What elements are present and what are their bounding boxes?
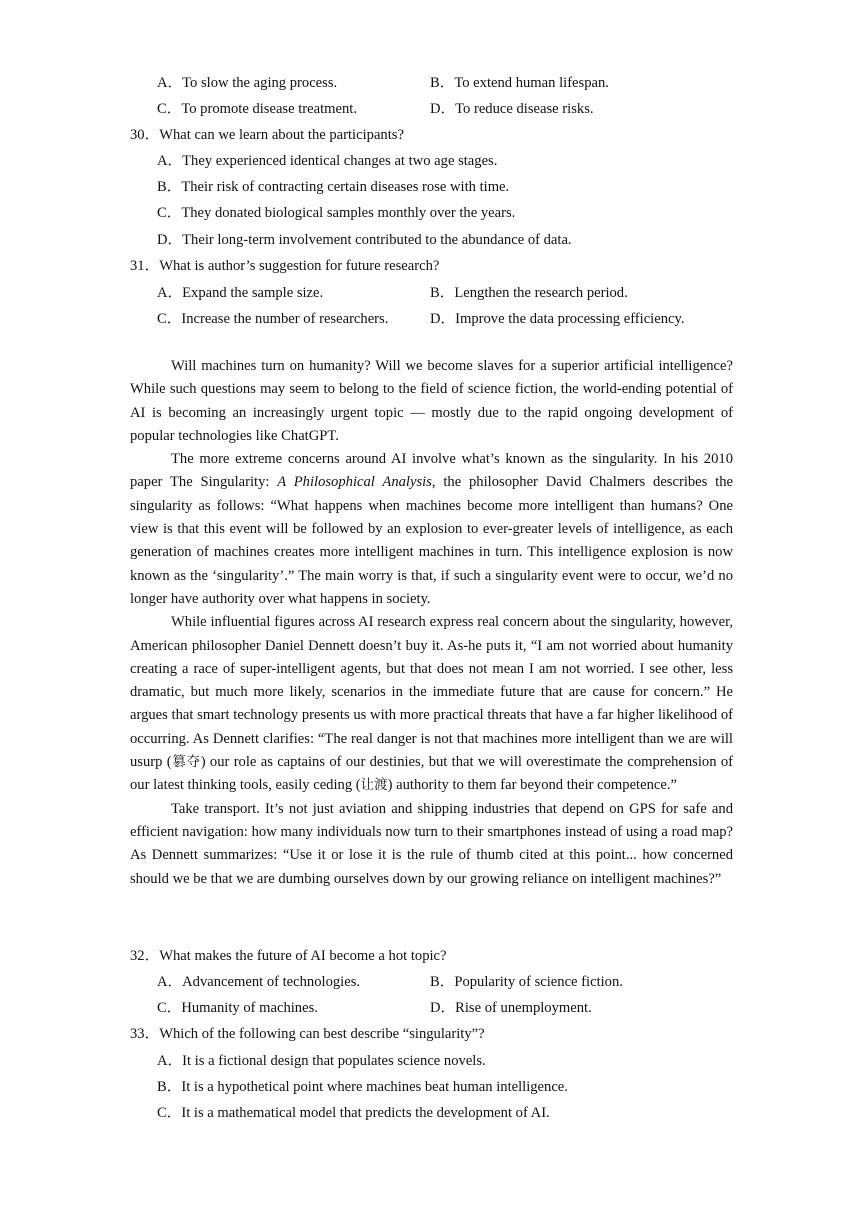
- passage-text: While influential figures across AI research express real concern about the singularity, however, American philosopher Daniel Dennett doesn’t buy it. As-he puts it, “I am not worried about humanity creating a race of super-intelligent agents, but that does not mean I am not worried. I see other, less dramatic, but much more likely, scenarios in the immediate future that are cause for concern.” He argues that smart technology presents us with more practical threats that have a far higher likelihood of occurring. As Dennett clarifies: “The real danger is not that machines more intelligent than we are will usurp (: [130, 614, 733, 771]
- q30-stem: 30．What can we learn about the participants?: [130, 127, 404, 143]
- q32-option-a[interactable]: A．Advancement of technologies.: [157, 974, 361, 990]
- passage-text: , the philosopher David Chalmers describes the singularity as follows: “What happens when machines become more intelligent than humans? One view is that this event will be followed by an explosion to ever-greater levels of intelligence, as each generation of machines creates more intelligent machines in turn. This intelligence explosion is now known as the ‘singularity’.” The main worry is that, if such a singularity event were to occur, we’d no longer have authority over what happens in society.: [130, 474, 733, 607]
- q31-option-d[interactable]: D．Improve the data processing efficiency.: [430, 311, 685, 327]
- q32-option-d[interactable]: D．Rise of unemployment.: [430, 1000, 592, 1016]
- q30-option-d[interactable]: D．Their long-term involvement contributed to the abundance of data.: [157, 232, 572, 248]
- passage-text: ) authority to them far beyond their competence.”: [387, 777, 677, 794]
- passage-paragraph-1: Will machines turn on humanity? Will we become slaves for a superior artificial intelligence? While such questions may seem to belong to the field of science fiction, the world-ending potential of AI is becoming an increasingly urgent topic — mostly due to the rapid ongoing development of popular technologies like ChatGPT.: [130, 358, 733, 444]
- q33-option-c[interactable]: C．It is a mathematical model that predicts the development of AI.: [157, 1105, 550, 1121]
- q32-stem: 32．What makes the future of AI become a hot topic?: [130, 948, 447, 964]
- reading-passage: [130, 355, 733, 891]
- passage-text: The more extreme concerns around AI involve what’s known as the singularity. In his 2010 paper The Singularity:: [130, 451, 733, 491]
- q29-option-d[interactable]: D．To reduce disease risks.: [430, 101, 594, 117]
- q33-stem: 33．Which of the following can best describe “singularity”?: [130, 1026, 485, 1042]
- q31-option-c[interactable]: C．Increase the number of researchers.: [157, 311, 389, 327]
- q32-option-c[interactable]: C．Humanity of machines.: [157, 1000, 318, 1016]
- passage-paragraph-3: [130, 611, 733, 797]
- q31-option-b[interactable]: B．Lengthen the research period.: [430, 285, 628, 301]
- passage-paragraph-4: Take transport. It’s not just aviation and shipping industries that depend on GPS for safe and efficient navigation: how many individuals now turn to their smartphones instead of using a road map? As Dennett summarizes: “Use it or lose it is the rule of thumb cited at this point... how concerned should we be that we are dumbing ourselves down by our growing reliance on intelligent machines?”: [130, 800, 733, 887]
- q31-option-a[interactable]: A．Expand the sample size.: [157, 285, 324, 301]
- passage-text: ) our role as captains of our destinies, but that we will overestimate the comprehension of our latest thinking tools, easily ceding (: [130, 754, 733, 794]
- q33-option-a[interactable]: A．It is a fictional design that populates science novels.: [157, 1053, 486, 1069]
- q30-option-b[interactable]: B．Their risk of contracting certain diseases rose with time.: [157, 179, 510, 195]
- chinese-gloss: 让渡: [360, 777, 388, 794]
- q33-option-b[interactable]: B．It is a hypothetical point where machines beat human intelligence.: [157, 1079, 568, 1095]
- q29-option-a[interactable]: A．To slow the aging process.: [157, 75, 338, 91]
- q29-option-c[interactable]: C．To promote disease treatment.: [157, 101, 357, 117]
- q32-option-b[interactable]: B．Popularity of science fiction.: [430, 974, 623, 990]
- q31-stem: 31．What is author’s suggestion for future research?: [130, 258, 440, 274]
- passage-paragraph-2: [130, 448, 733, 611]
- chinese-gloss: 篡夺: [171, 754, 201, 771]
- q30-option-a[interactable]: A．They experienced identical changes at two age stages.: [157, 153, 498, 169]
- q30-option-c[interactable]: C．They donated biological samples monthly over the years.: [157, 205, 516, 221]
- paper-title-italic: A Philosophical Analysis: [277, 474, 432, 491]
- q29-option-b[interactable]: B．To extend human lifespan.: [430, 75, 609, 91]
